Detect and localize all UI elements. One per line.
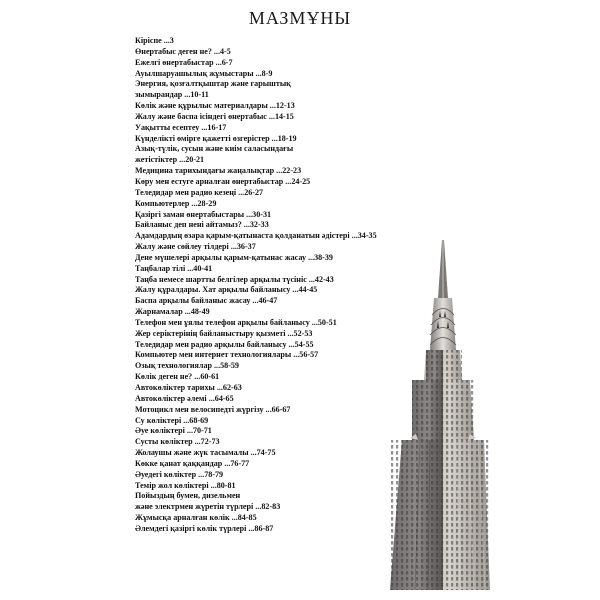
- toc-item: Уақытты есептеу ...16-17: [135, 122, 227, 132]
- toc-item: Жолаушы және жүк тасымалы ...74-75: [135, 448, 276, 458]
- toc-item: Ауылшаруашылық жұмыстары ...8-9: [135, 68, 273, 78]
- skyscraper-illustration: [360, 240, 525, 590]
- toc-item: Дене мүшелері арқылы қарым-қатынас жасау ...38-39: [135, 252, 333, 262]
- toc-item: Таңба немесе шартты белгілер арқылы түсініс ...42-43: [135, 274, 334, 284]
- toc-item: Су көліктері ...68-69: [135, 415, 209, 425]
- toc-item: Озық технологиялар ...58-59: [135, 361, 239, 371]
- toc-item: Әуе көліктері ...70-71: [135, 426, 212, 436]
- toc-item: Күнделікті өмірге қажетті өзгерістер ...18-19: [135, 133, 297, 143]
- toc-item: Жалу және баспа ісіндегі өнертабыс ...14-15: [135, 111, 294, 121]
- toc-item: Жарнамалар ...48-49: [135, 307, 210, 317]
- toc-item: Компьютерлер ...28-29: [135, 198, 217, 208]
- toc-item: жетістіктер ...20-21: [135, 155, 205, 165]
- toc-item: Телефон мен ұялы телефон арқылы байланысу ...50-51: [135, 317, 337, 327]
- toc-item: Компьютер мен интернет технологиялары ...56-57: [135, 350, 319, 360]
- toc-item: Әуедегі көліктер ...78-79: [135, 469, 224, 479]
- toc-item: Жұмысқа арналған көлік ...84-85: [135, 513, 257, 523]
- toc-item: Теледидар мен радио арқылы байланысу ...54-55: [135, 339, 314, 349]
- toc-item: Автокөліктер тарихы ...62-63: [135, 383, 242, 392]
- toc-item: Азық-түлік, сусын және киім саласындағы: [135, 144, 294, 154]
- toc-item: Көлік деген не? ...60-61: [135, 372, 220, 382]
- toc-item: Энергия, қозғалтқыштар және гарыштық: [135, 79, 291, 89]
- toc-item: және электрмен жүретін түрлері ...82-83: [135, 502, 281, 512]
- toc-item: Мотоцикл мен велосипедті жүргізу ...66-67: [135, 404, 291, 414]
- toc-item: Өнертабыс деген не? ...4-5: [135, 46, 231, 56]
- toc-item: Қазіргі заман өнертабыстары ...30-31: [135, 209, 272, 219]
- toc-item: Көлік және құрылыс материалдары ...12-13: [135, 101, 295, 111]
- toc-item: Кіріспе ...3: [135, 36, 174, 45]
- toc-item: Автокөліктер әлемі ...64-65: [135, 393, 234, 403]
- toc-item: зымырандар ...10-11: [135, 90, 209, 100]
- toc-item: Таңбалар тілі ...40-41: [135, 263, 213, 273]
- toc-item: Жер серіктерінің байланыстыру қызметі ...52-53: [135, 328, 313, 338]
- toc-item: Әлемдегі қазіргі көлік түрлері ...86-87: [135, 523, 274, 533]
- toc-item: Сусты көліктер ...72-73: [135, 437, 220, 447]
- toc-item: Байланыс деп нені айтамыз? ...32-33: [135, 220, 269, 230]
- toc-item: Жалу құралдары. Хат арқылы байланысу ...44-45: [135, 285, 318, 295]
- toc-item: Медицина тарихындағы жаңалықтар ...22-23: [135, 166, 302, 176]
- toc-item: Көкке қанат қаққандар ...76-77: [135, 458, 250, 468]
- page-title: МАЗМҰНЫ: [248, 8, 352, 28]
- toc-item: Көру мен естуге арналған өнертабыстар ...24-25: [135, 176, 311, 186]
- toc-item: Ежелгі өнертабыстар ...6-7: [135, 57, 233, 67]
- toc-item: Адамдардың өзара қарым-қатынаста қолданатын әдістері ...34-35: [135, 231, 377, 241]
- toc-item: Жалу және сөйлеу тілдері ...36-37: [135, 242, 256, 252]
- toc-item: Теледидар мен радио кезеңі ...26-27: [135, 187, 264, 197]
- toc-item: Баспа арқылы байланыс жасау ...46-47: [135, 296, 278, 306]
- toc-item: Темір жол көліктері ...80-81: [135, 480, 236, 490]
- toc-item: Пойыздың бумен, дизельмен: [135, 491, 241, 501]
